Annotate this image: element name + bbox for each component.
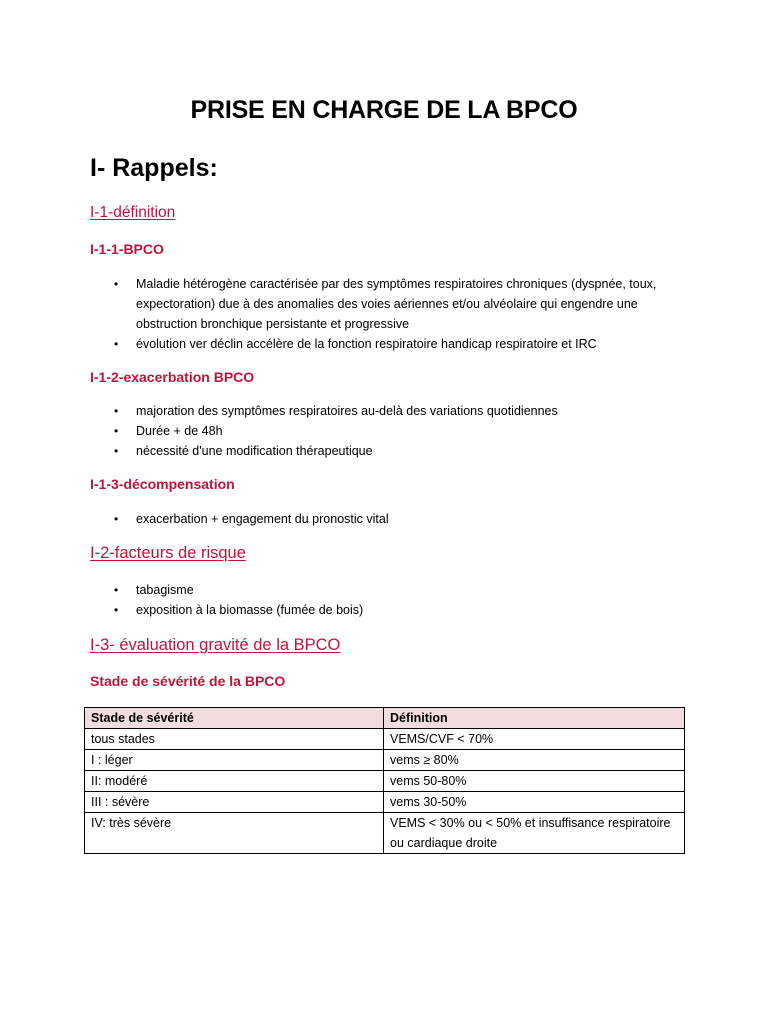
list-item: • nécessité d'une modification thérapeutique	[0, 441, 676, 461]
table-header-row	[85, 708, 685, 729]
list-item: • majoration des symptômes respiratoires au-delà des variations quotidiennes	[0, 401, 676, 421]
section-heading-rappels: I- Rappels:	[90, 154, 218, 182]
table-cell: VEMS < 30% ou < 50% et insuffisance respiratoire ou cardiaque droite	[384, 813, 685, 854]
list-item: • exposition à la biomasse (fumée de bois)	[0, 600, 676, 620]
table-row	[85, 729, 685, 750]
list-item: • Maladie hétérogène caractérisée par des symptômes respiratoires chroniques (dyspnée, toux, expectoration) due à des anomalies des voies aériennes et/ou alvéolaire qui engendre une obstruction bronchique persistante et progressive	[0, 274, 676, 334]
bpco-definition-list	[0, 274, 768, 354]
table-row	[85, 792, 685, 813]
table-title: Stade de sévérité de la BPCO	[90, 673, 286, 689]
list-item: • Durée + de 48h	[0, 421, 676, 441]
table-row	[85, 813, 685, 854]
table-cell: VEMS/CVF < 70%	[384, 729, 685, 750]
risk-factors-list	[0, 580, 768, 620]
table-cell: II: modéré	[85, 771, 384, 792]
table-cell: vems 50-80%	[384, 771, 685, 792]
list-item: • tabagisme	[0, 580, 676, 600]
subheading-exacerbation: I-1-2-exacerbation BPCO	[90, 369, 255, 385]
page-title: PRISE EN CHARGE DE LA BPCO	[190, 96, 578, 124]
table-row	[85, 771, 685, 792]
exacerbation-list	[0, 401, 768, 461]
table-cell: vems 30-50%	[384, 792, 685, 813]
table-cell: tous stades	[85, 729, 384, 750]
column-header: Définition	[384, 708, 685, 729]
decompensation-list	[0, 509, 768, 529]
table-row	[85, 750, 685, 771]
table-cell: IV: très sévère	[85, 813, 384, 854]
column-header: Stade de sévérité	[85, 708, 384, 729]
list-item: • évolution ver déclin accélère de la fonction respiratoire handicap respiratoire et IRC	[0, 334, 676, 354]
subheading-decompensation: I-1-3-décompensation	[90, 476, 235, 492]
subheading-bpco: I-1-1-BPCO	[90, 241, 164, 257]
list-item: • exacerbation + engagement du pronostic vital	[0, 509, 676, 529]
table-cell: vems ≥ 80%	[384, 750, 685, 771]
severity-table	[84, 707, 685, 854]
subsection-heading-risk-factors: I-2-facteurs de risque	[90, 544, 246, 562]
table-cell: I : léger	[85, 750, 384, 771]
table-cell: III : sévère	[85, 792, 384, 813]
subsection-heading-definition: I-1-définition	[90, 204, 176, 221]
subsection-heading-severity: I-3- évaluation gravité de la BPCO	[90, 636, 341, 654]
